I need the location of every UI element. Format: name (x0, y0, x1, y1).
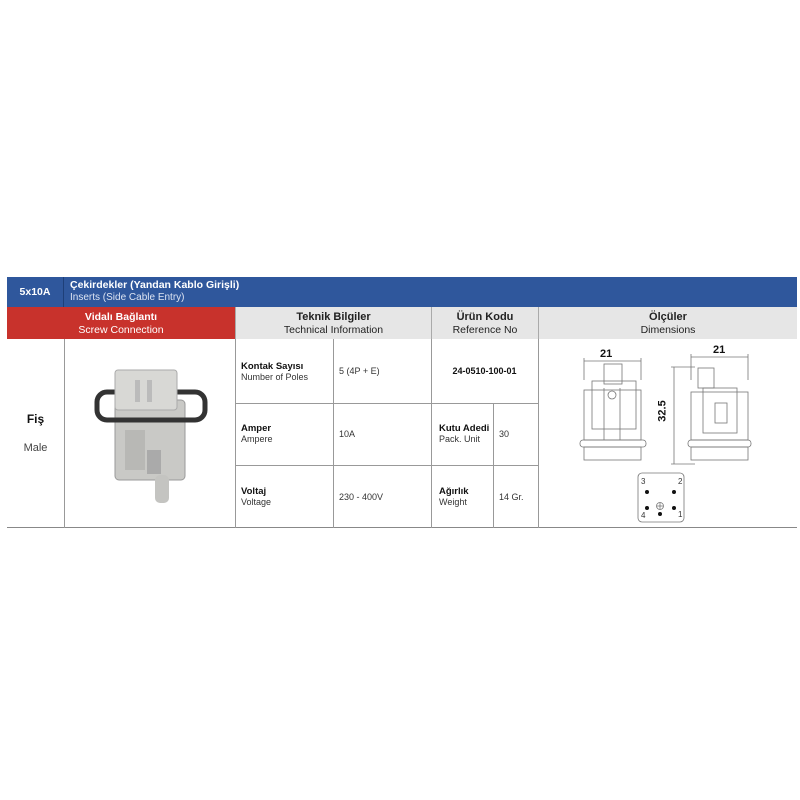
technical-header-tr: Teknik Bilgiler (296, 311, 371, 323)
reference-header-tr: Ürün Kodu (456, 311, 514, 323)
poles-value: 5 (4P + E) (339, 366, 380, 376)
pin-4: 4 (641, 511, 646, 520)
title-en: Inserts (Side Cable Entry) (70, 292, 185, 303)
pack-label-tr: Kutu Adedi (439, 423, 490, 434)
weight-value: 14 Gr. (499, 491, 524, 502)
pack-label-en: Pack. Unit (439, 434, 481, 444)
dim-height: 32.5 (656, 400, 669, 422)
dim-width-front: 21 (600, 348, 613, 360)
technical-header (235, 307, 431, 339)
ampere-value: 10A (339, 429, 356, 439)
title-tr: Çekirdekler (Yandan Kablo Girişli) (70, 279, 240, 291)
pin-3: 3 (641, 477, 646, 486)
ampere-label-en: Ampere (241, 434, 273, 444)
reference-header-en: Reference No (452, 324, 518, 336)
connection-header-en: Screw Connection (78, 324, 164, 336)
weight-label (433, 486, 475, 508)
product-type-tr: Fiş (26, 412, 45, 426)
dimension-drawing (540, 340, 796, 527)
voltage-label-en: Voltage (241, 497, 272, 507)
poles-label-en: Number of Poles (241, 372, 309, 382)
product-code: 5x10A (7, 277, 64, 307)
poles-label-tr: Kontak Sayısı (241, 361, 304, 372)
pin-2: 2 (678, 477, 683, 486)
product-type-en: Male (23, 442, 48, 454)
technical-header-en: Technical Information (283, 324, 384, 336)
voltage-label-tr: Voltaj (241, 486, 267, 497)
ampere-label-tr: Amper (241, 423, 272, 434)
dimensions-header-tr: Ölçüler (649, 311, 687, 323)
connector-photo (85, 360, 215, 510)
connection-header (7, 307, 235, 339)
pack-label (433, 423, 495, 445)
voltage-value: 230 - 400V (339, 491, 384, 502)
pack-value: 30 (499, 429, 510, 439)
pin-1: 1 (678, 510, 683, 519)
weight-label-en: Weight (439, 497, 467, 507)
reference-number: 24-0510-100-01 (452, 366, 517, 376)
voltage-label (235, 486, 277, 508)
dimensions-header (538, 307, 797, 339)
dimensions-header-en: Dimensions (640, 324, 696, 336)
poles-label (235, 361, 314, 383)
ampere-label (235, 423, 279, 445)
dim-width-side: 21 (713, 344, 726, 356)
connection-header-tr: Vidalı Bağlantı (84, 311, 158, 323)
reference-header (431, 307, 538, 339)
weight-label-tr: Ağırlık (439, 486, 469, 497)
